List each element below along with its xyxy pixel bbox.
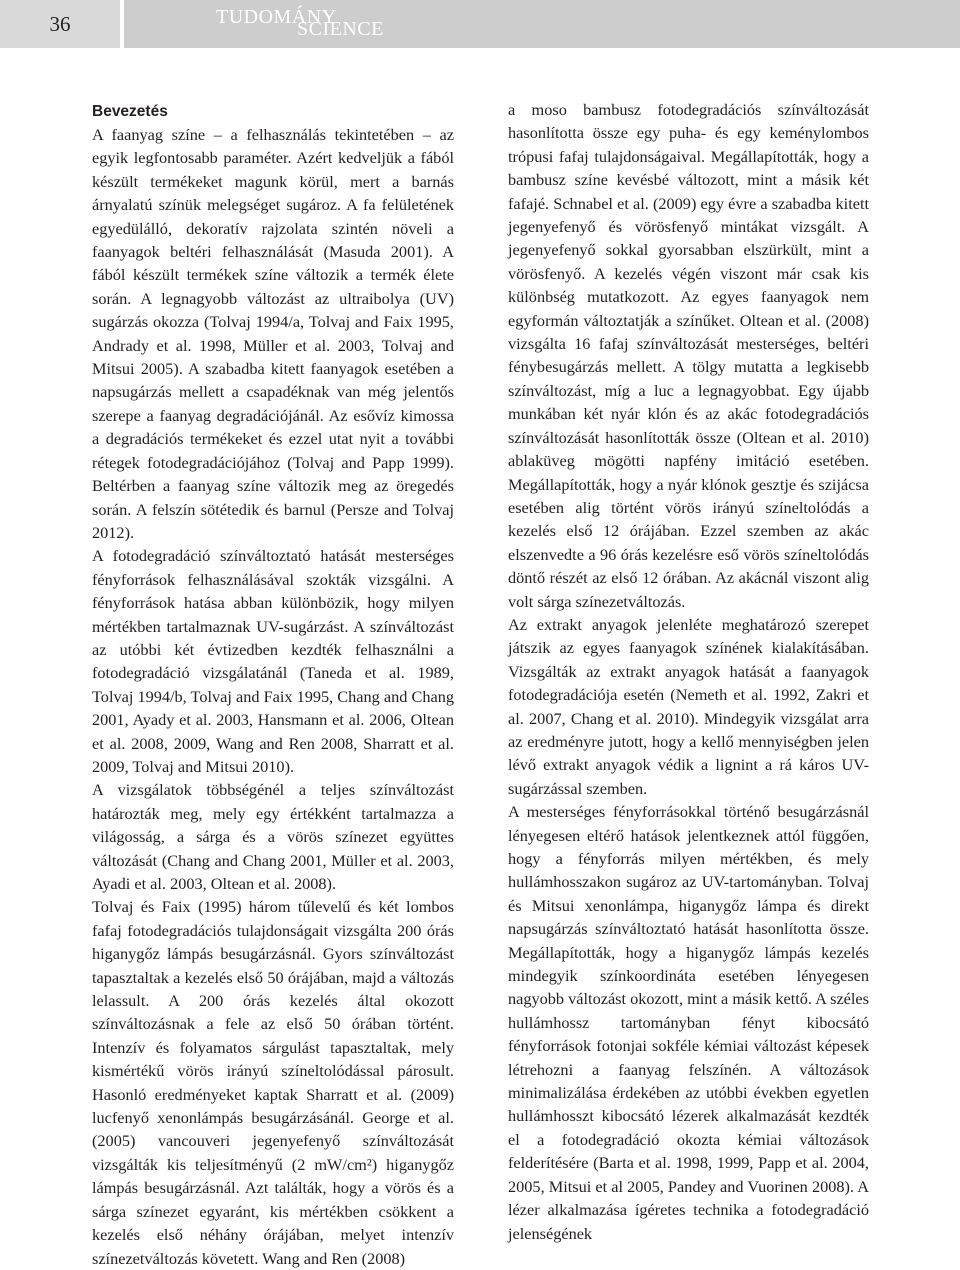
paragraph: Tolvaj és Faix (1995) három tűlevelű és két lombos fafaj fotodegradációs tulajdonságait vizsgálta 200 órás higanygőz lámpás besugárzásnál. Gyors színváltozást tapasztaltak a kezelés első 50 órájában, majd a változás lelassult. A 200 órás kezelés által okozott színváltozásnak a fele az első 50 órában történt. Intenzív és folyamatos sárgulást tapasztaltak, mely kismértékű vörös irányú színeltolódással párosult. Hasonló eredményeket kaptak Sharratt et al. (2009) lucfenyő xenonlámpás besugárzásánál. George et al. (2005) vancouveri jegenyefenyő színváltozását vizsgálták kis teljesítményű (2 mW/cm²) higanygőz lámpás besugárzásnál. Azt találták, hogy a vörös és a sárga színezet egyaránt, kis mértékben csökkent a kezelés első néhány órájában, melyet intenzív színezetváltozás követett. Wang and Ren (2008) [92, 897, 454, 1268]
left-column [92, 101, 454, 1270]
page-number: 36 [49, 11, 71, 36]
paragraph: A fotodegradáció színváltoztató hatását mesterséges fényforrások felhasználásával szokták vizsgálni. A fényforrások hatása abban különbözik, hogy milyen mértékben tartalmaznak UV-sugárzást. A színváltozást az utóbbi két évtizedben kezdték felhasználni a fotodegradáció vizsgálatánál (Taneda et al. 1989, Tolvaj 1994/b, Tolvaj and Faix 1995, Chang and Chang 2001, Ayady et al. 2003, Hansmann et al. 2006, Oltean et al. 2008, 2009, Wang and Ren 2008, Sharratt et al. 2009, Tolvaj and Mitsui 2010). [92, 546, 454, 776]
paragraph: A faanyag színe – a felhasználás tekintetében – az egyik legfontosabb paraméter. Azért kedveljük a fából készült termékeket magunk körül, mert a barnás árnyalatú színük melegséget sugároz. A fa felületének egyedülálló, dekoratív rajzolata szintén növeli a faanyagok beltéri felhasználását (Masuda 2001). A fából készült termékek színe változik a termék élete során. A legnagyobb változást az ultraibolya (UV) sugárzás okozza (Tolvaj 1994/a, Tolvaj and Faix 1995, Andrady et al. 1998, Müller et al. 2003, Tolvaj and Mitsui 2005). A szabadba kitett faanyagok esetében a napsugárzás mellett a csapadéknak van még jelentős szerepe a faanyag degradációjánál. Az esővíz kimossa a degradációs termékeket és ezzel utat nyit a további rétegek fotodegradációjához (Tolvaj and Papp 1999). Beltérben a faanyag színe változik meg az öregedés során. A felszín sötétedik és barnul (Persze and Tolvaj 2012). [92, 125, 454, 542]
brand-science: SCIENCE [297, 18, 384, 40]
paragraph: A vizsgálatok többségénél a teljes színváltozást határozták meg, mely egy értékként tartalmazza a világosság, a sárga és a vörös színezet együttes változását (Chang and Chang 2001, Müller et al. 2003, Ayadi et al. 2003, Oltean et al. 2008). [92, 780, 454, 893]
brand-tudomany: TUDOMÁNY [216, 6, 337, 28]
paragraph: A mesterséges fényforrásokkal történő besugárzásnál lényegesen eltérő hatások jelentkeznek attól függően, hogy a fényforrás milyen mértékben, és mely hullámhosszakon sugároz az UV-tartományban. Tolvaj és Mitsui xenonlámpa, higanygőz lámpa és direkt napsugárzás színváltoztató hatását hasonlította össze. Megállapították, hogy a higanygőz lámpás kezelés mindegyik színkoordináta esetében lényegesen nagyobb változást okozott, mint a másik kettő. A széles hullámhossz tartományban fényt kibocsátó fényforrások fotonjai sokféle kémiai változást képesek létrehozni a faanyag felszínén. A változások minimalizálása érdekében az utóbbi években egyetlen hullámhosszt kibocsátó lézerek alkalmazását kezdték el a fotodegradáció okozta kémiai változások felderítésére (Barta et al. 1998, 1999, Papp et al. 2004, 2005, Mitsui et al 2005, Pandey and Vuorinen 2008). A lézer alkalmazása ígéretes technika a fotodegradáció jelenségének [508, 802, 869, 1243]
right-column [508, 98, 869, 1245]
paragraph: a moso bambusz fotodegradációs színváltozását hasonlította össze egy puha- és egy keménylombos trópusi fafaj tulajdonságaival. Megállapították, hogy a bambusz színe kevésbé változott, mint a másik két fafajé. Schnabel et al. (2009) egy évre a szabadba kitett jegenyefenyő és vörösfenyő mintákat vizsgált. A jegenyefenyő sokkal gyorsabban elszürkült, mint a vörösfenyő. A kezelés végén viszont már csak kis különbség mutatkozott. Az egyes faanyagok nem egyformán változtatják a színűket. Oltean et al. (2008) vizsgálta 16 fafaj színváltozását mesterséges, beltéri fénybesugárzás mellett. A tölgy mutatta a legkisebb színváltozást, míg a luc a legnagyobbat. Egy újabb munkában két nyár klón és az akác fotodegradációs színváltozását hasonlították össze (Oltean et al. 2010) ablaküveg mögötti napfény imitáció esetében. Megállapították, hogy a nyár klónok gesztje és szijácsa esetében alig történt vörös irányú színeltolódás a kezelés első 12 órájában. Ezzel szemben az akác elszenvedte a 96 órás kezelésre eső vörös színeltolódás döntő részét az első 12 órában. Az akácnál viszont alig volt sárga színezetváltozás. [508, 100, 869, 611]
page-header [0, 0, 960, 48]
section-heading: Bevezetés [92, 103, 168, 120]
paragraph: Az extrakt anyagok jelenléte meghatározó szerepet játszik az egyes faanyagok színének kialakításában. Vizsgálták az extrakt anyagok hatását a faanyagok fotodegradációja esetén (Nemeth et al. 1992, Zakri et al. 2007, Chang et al. 2010). Mindegyik vizsgálat arra az eredményre jutott, hogy a kellő mennyiségben jelen lévő extrakt anyagok védik a lignint a rá káros UV-sugárzással szemben. [508, 614, 869, 798]
